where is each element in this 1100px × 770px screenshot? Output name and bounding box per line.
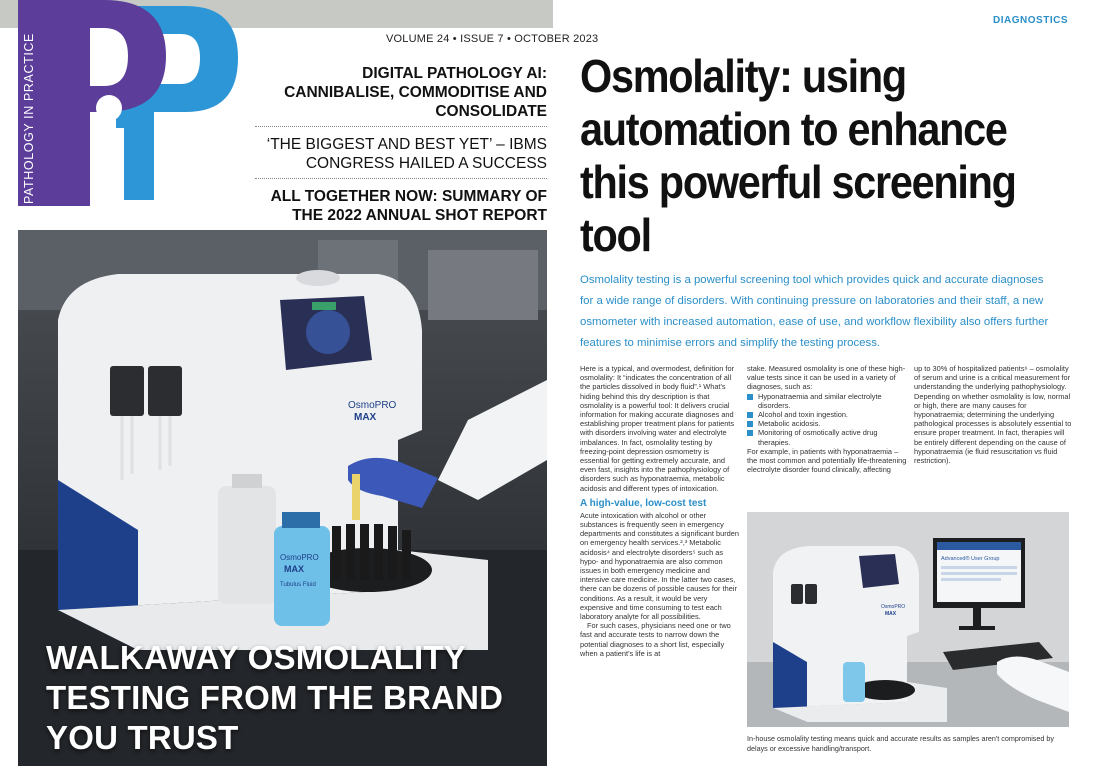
inset-osmometer-illustration [747,512,1069,727]
body-paragraph: For such cases, physicians need one or two fast and accurate tests to narrow down the potential diagnoses to a short list, especially when a patient's life is at [580,621,731,658]
logo-wordmark: PATHOLOGY IN PRACTICE [22,33,36,205]
inset-device-model: MAX [885,611,897,617]
body-paragraph: Here is a typical, and overmodest, definition for osmolality: It “indicates the concentration of all the particles dissolved in body fluid”.¹ What's hiding behind this dry description is that osmolality is a powerful tool: It delivers crucial information for making accurate diagnoses and establishing proper treatment plans for patients with disorders involving water and electrolyte imbalances. In fact, osmolality testing by freezing-point depression osmometry is essential for getting extremely accurate, and even fast, insights into the pathophysiology of disorders such as hyponatraemia, metabolic acidosis and different types of intoxication. [580,364,735,493]
list-item: Hyponatraemia and similar electrolyte disorders. [747,392,907,410]
diagnosis-list [747,392,907,447]
cover-headlines [255,62,547,237]
cover-headline: ‘THE BIGGEST AND BEST YET’ – IBMS CONGRESS HAILED A SUCCESS [255,133,547,179]
bottle-brand: OsmoPRO [280,553,319,562]
inset-photo [747,512,1069,727]
cover-headline: DIGITAL PATHOLOGY AI: CANNIBALISE, COMMODITISE AND CONSOLIDATE [255,62,547,127]
article-column-3 [914,364,1074,465]
article-standfirst: Osmolality testing is a powerful screening tool which provides quick and accurate diagnoses for a wide range of disorders. With continuing pressure on laboratories and their staff, a new osmometer with increased automation, ease of use, and workflow flexibility also offers further features to minimise errors and simplify the testing process. [580,274,1049,349]
device-model: MAX [354,412,377,423]
section-tag: DIAGNOSTICS [993,15,1068,26]
body-paragraph: stake. Measured osmolality is one of these high-value tests since it can be used in a variety of diagnoses, such as: [747,364,906,392]
list-item: Alcohol and toxin ingestion. [747,410,907,419]
cover-caption: WALKAWAY OSMOLALITY TESTING FROM THE BRAND YOU TRUST [46,639,504,756]
article-title: Osmolality: using automation to enhance this powerful screening tool [580,50,1016,261]
cover-headline: ALL TOGETHER NOW: SUMMARY OF THE 2022 ANNUAL SHOT REPORT [255,185,547,231]
monitor-title: Advanced® User Group [941,556,1000,562]
cover-photo [18,230,547,766]
pip-logo [16,0,246,210]
article-subhead: A high-value, low-cost test [580,497,707,509]
bottle-subtitle: Tubulus Fluid [280,582,316,588]
list-item: Monitoring of osmotically active drug therapies. [747,428,907,446]
issue-line: VOLUME 24 • ISSUE 7 • OCTOBER 2023 [386,33,599,45]
list-item: Metabolic acidosis. [747,419,907,428]
article-page [566,0,1100,770]
bottle-model: MAX [284,564,304,574]
inset-device-brand: OsmoPRO [881,604,906,610]
body-paragraph: Acute intoxication with alcohol or other substances is frequently seen in emergency departments and constitutes a significant burden on emergency health services.²,³ Metabolic acidosis⁴ and electrolyte disorders⁵ such as hypo- and hyponatraemia are also common issues in both emergency medicine and intensive care medicine. In the latter two cases, there can be dozens of possible causes for their conditions. As a result, it would be very expensive and time consuming to test each laboratory analyte for all possibilities. [580,510,739,622]
body-paragraph: up to 30% of hospitalized patients⁶ – osmolality of serum and urine is a critical measurement for understanding the underlying pathophysiology. Depending on whether osmolality is low, normal or high, there are many causes for hyponatraemia; determining the underlying pathological processes is absolutely essential to ensure proper treatment. In fact, therapies will be entirely different depending on the cause of hyponatraemia (ie fluid resuscitation vs fluid restriction). [914,364,1072,466]
device-brand: OsmoPRO [348,400,397,411]
article-column-2 [747,364,907,474]
article-column-1 [580,364,740,658]
body-paragraph: For example, in patients with hyponatraemia – the most common and potentially life-threatening electrolyte disorder found clinically, affecting [747,446,907,475]
inset-caption: In-house osmolality testing means quick and accurate results as samples aren't compromised by delays or excessive handling/transport. [747,734,1054,753]
